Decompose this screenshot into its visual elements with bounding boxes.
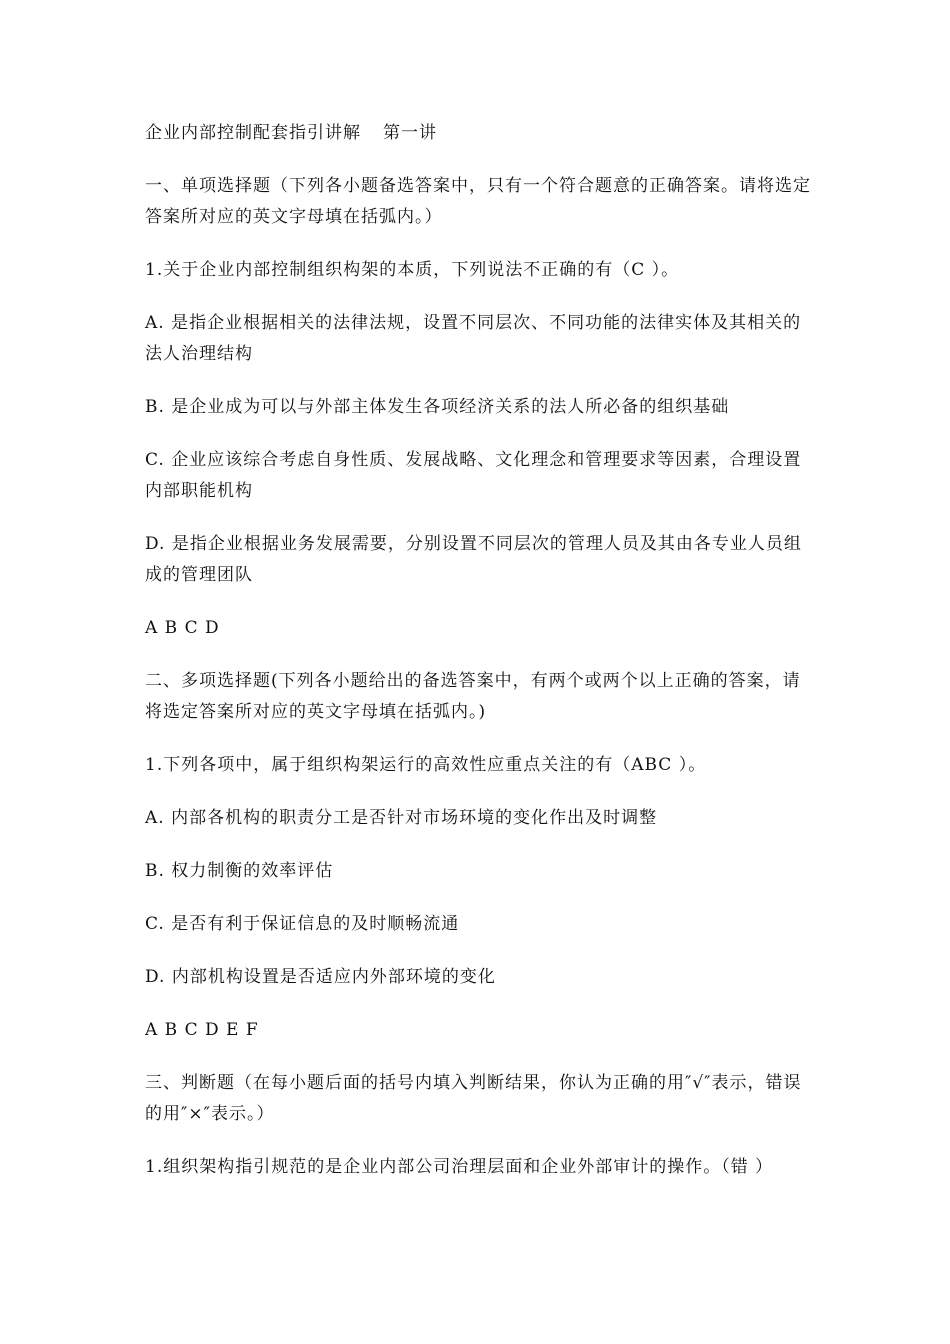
section2-option-d: D. 内部机构设置是否适应内外部环境的变化 — [145, 967, 496, 987]
section1-option-d: D. 是指企业根据业务发展需要，分别设置不同层次的管理人员及其由各专业人员组成的管理团队 — [145, 534, 802, 585]
section2-option-b: B. 权力制衡的效率评估 — [145, 861, 334, 881]
section1-heading: 一、单项选择题（下列各小题备选答案中，只有一个符合题意的正确答案。请将选定答案所对应的英文字母填在括弧内。） — [145, 176, 811, 227]
section2-question: 1.下列各项中，属于组织构架运行的高效性应重点关注的有（ABC ）。 — [145, 755, 707, 775]
title-text: 企业内部控制配套指引讲解 — [145, 123, 361, 143]
section1-option-a: A. 是指企业根据相关的法律法规，设置不同层次、不同功能的法律实体及其相关的法人治理结构 — [145, 313, 802, 364]
section2-letters: A B C D E F — [145, 1020, 259, 1040]
section3-question: 1.组织架构指引规范的是企业内部公司治理层面和企业外部审计的操作。（错 ） — [145, 1157, 774, 1177]
lecture-label: 第一讲 — [383, 123, 437, 143]
section2-option-a: A. 内部各机构的职责分工是否针对市场环境的变化作出及时调整 — [145, 808, 658, 828]
section1-letters: A B C D — [145, 618, 220, 638]
section1-question: 1.关于企业内部控制组织构架的本质，下列说法不正确的有（C ）。 — [145, 260, 680, 280]
section3-heading: 三、判断题（在每小题后面的括号内填入判断结果，你认为正确的用″√″表示，错误的用″×″表示。） — [145, 1073, 802, 1124]
section1-option-b: B. 是企业成为可以与外部主体发生各项经济关系的法人所必备的组织基础 — [145, 397, 730, 417]
document-title — [145, 118, 815, 149]
document-page — [145, 118, 815, 1205]
section2-heading: 二、多项选择题(下列各小题给出的备选答案中，有两个或两个以上正确的答案，请将选定答案所对应的英文字母填在括弧内。) — [145, 671, 801, 722]
section2-option-c: C. 是否有利于保证信息的及时顺畅流通 — [145, 914, 460, 934]
section1-option-c: C. 企业应该综合考虑自身性质、发展战略、文化理念和管理要求等因素，合理设置内部职能机构 — [145, 450, 802, 501]
